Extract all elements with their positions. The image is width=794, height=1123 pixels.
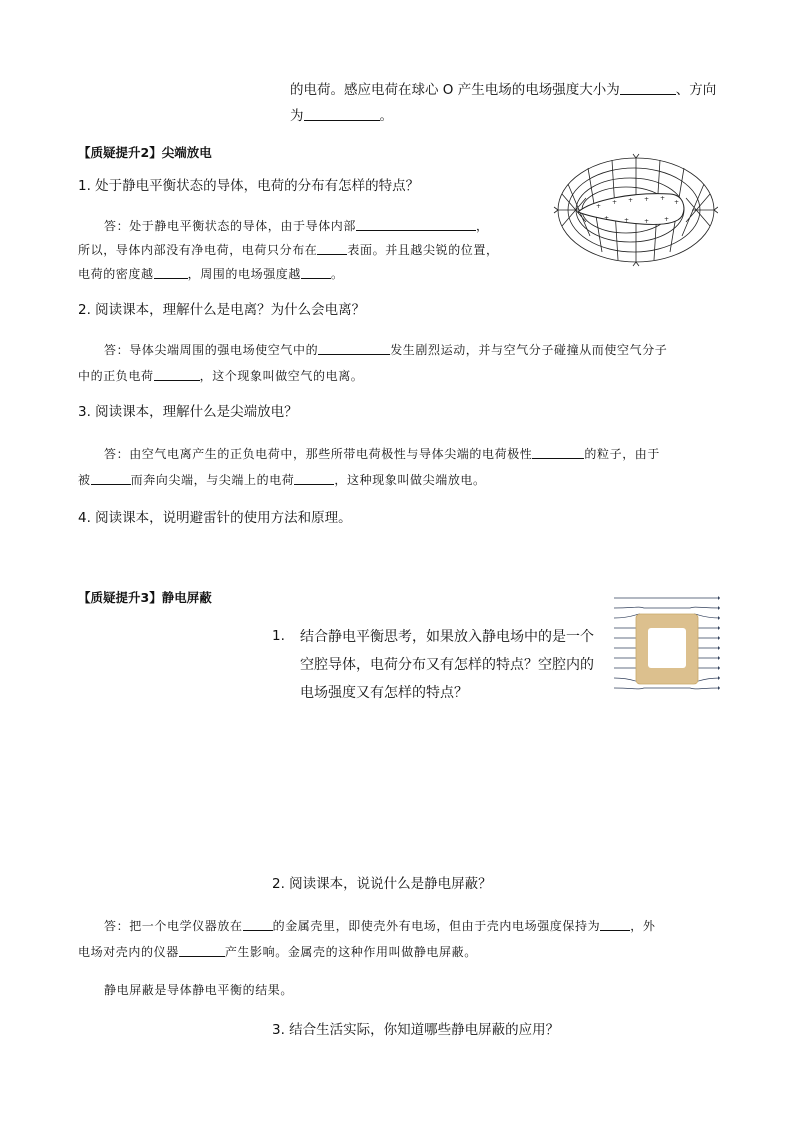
blank[interactable] [154, 266, 188, 279]
answer-text: ， [476, 219, 489, 233]
cavity-conductor-figure [614, 594, 720, 698]
answer-2-1-line-1 [104, 218, 489, 232]
blank[interactable] [243, 918, 273, 931]
top-line-1-sep: 、方向 [675, 82, 717, 98]
svg-text:+: + [596, 203, 602, 210]
svg-text:+: + [644, 218, 650, 225]
svg-text:+: + [612, 199, 618, 206]
question-3-1-line-2: 空腔导体，电荷分布又有怎样的特点？空腔内的 [300, 657, 594, 673]
svg-text:+: + [624, 217, 630, 224]
answer-3-2-line-2 [78, 944, 477, 958]
answer-text: 表面。并且越尖锐的位置， [347, 243, 499, 257]
question-3-1-line-1: 结合静电平衡思考，如果放入静电场中的是一个 [300, 629, 594, 645]
question-2-1: 1. 处于静电平衡状态的导体，电荷的分布有怎样的特点？ [78, 178, 420, 194]
top-line-1 [290, 82, 716, 98]
section-2-title: 【质疑提升2】尖端放电 [78, 145, 212, 160]
question-3-2: 2. 阅读课本，说说什么是静电屏蔽？ [272, 876, 492, 892]
top-line-2 [290, 108, 393, 124]
question-3-1-line-3: 电场强度又有怎样的特点？ [300, 685, 468, 701]
answer-text: ，周围的电场强度越 [187, 267, 302, 281]
svg-text:+: + [674, 199, 680, 206]
answer-text: ，外 [630, 919, 656, 933]
answer-text: 发生剧烈运动，并与空气分子碰撞从而使空气分子 [390, 343, 668, 357]
answer-text: ，这种现象叫做尖端放电。 [334, 473, 486, 487]
question-2-4: 4. 阅读课本，说明避雷针的使用方法和原理。 [78, 510, 352, 526]
blank[interactable] [600, 918, 630, 931]
top-line-2-text: 为 [290, 108, 304, 124]
answer-text: 而奔向尖端，与尖端上的电荷 [130, 473, 295, 487]
answer-text: 所以，导体内部没有净电荷，电荷只分布在 [78, 243, 318, 257]
answer-text: 被 [78, 473, 91, 487]
answer-text: 。 [331, 267, 344, 281]
answer-2-2-line-2 [78, 368, 363, 382]
answer-text: ，这个现象叫做空气的电离。 [199, 369, 364, 383]
blank[interactable] [356, 218, 476, 231]
question-2-3: 3. 阅读课本，理解什么是尖端放电？ [78, 404, 298, 420]
blank[interactable] [301, 266, 331, 279]
svg-text:+: + [604, 215, 610, 222]
svg-text:+: + [664, 216, 670, 223]
blank[interactable] [317, 242, 347, 255]
answer-text: 中的正负电荷 [78, 369, 154, 383]
pointed-conductor-field-figure [552, 150, 718, 270]
answer-text: 产生影响。金属壳的这种作用叫做静电屏蔽。 [224, 945, 477, 959]
answer-text: 的粒子，由于 [584, 447, 661, 461]
svg-text:+: + [644, 196, 650, 203]
answer-text: 答：处于静电平衡状态的导体，由于导体内部 [104, 219, 357, 233]
answer-text: 答：导体尖端周围的强电场使空气中的 [104, 343, 319, 357]
question-3-3: 3. 结合生活实际，你知道哪些静电屏蔽的应用？ [272, 1022, 560, 1038]
answer-text: 电场对壳内的仪器 [78, 945, 179, 959]
answer-3-2-line-1 [104, 918, 655, 932]
blank[interactable] [318, 342, 390, 355]
question-2-2: 2. 阅读课本，理解什么是电离？为什么会电离？ [78, 302, 366, 318]
blank[interactable] [179, 944, 225, 957]
answer-2-3-line-2 [78, 472, 486, 486]
svg-text:+: + [660, 195, 666, 202]
answer-text: 电荷的密度越 [78, 267, 154, 281]
answer-text: 的金属壳里，即使壳外有电场，但由于壳内电场强度保持为 [272, 919, 601, 933]
answer-text: 答：由空气电离产生的正负电荷中，那些所带电荷极性与导体尖端的电荷极性 [104, 447, 533, 461]
top-line-2-end: 。 [379, 108, 393, 124]
question-3-1-number: 1. [272, 628, 285, 644]
blank[interactable] [294, 472, 334, 485]
top-line-1-text: 的电荷。感应电荷在球心 O 产生电场的电场强度大小为 [290, 82, 620, 98]
answer-2-1-line-2 [78, 242, 499, 256]
shielding-note: 静电屏蔽是导体静电平衡的结果。 [104, 983, 294, 997]
blank[interactable] [154, 368, 200, 381]
blank[interactable] [91, 472, 131, 485]
answer-2-2-line-1 [104, 342, 667, 356]
answer-text: 答：把一个电学仪器放在 [104, 919, 243, 933]
answer-2-3-line-1 [104, 446, 660, 460]
answer-2-1-line-3 [78, 266, 344, 280]
blank[interactable] [532, 446, 584, 459]
blank-direction[interactable] [304, 108, 380, 121]
section-3-title: 【质疑提升3】静电屏蔽 [78, 590, 212, 605]
svg-text:+: + [628, 197, 634, 204]
blank-field-strength[interactable] [620, 82, 676, 95]
